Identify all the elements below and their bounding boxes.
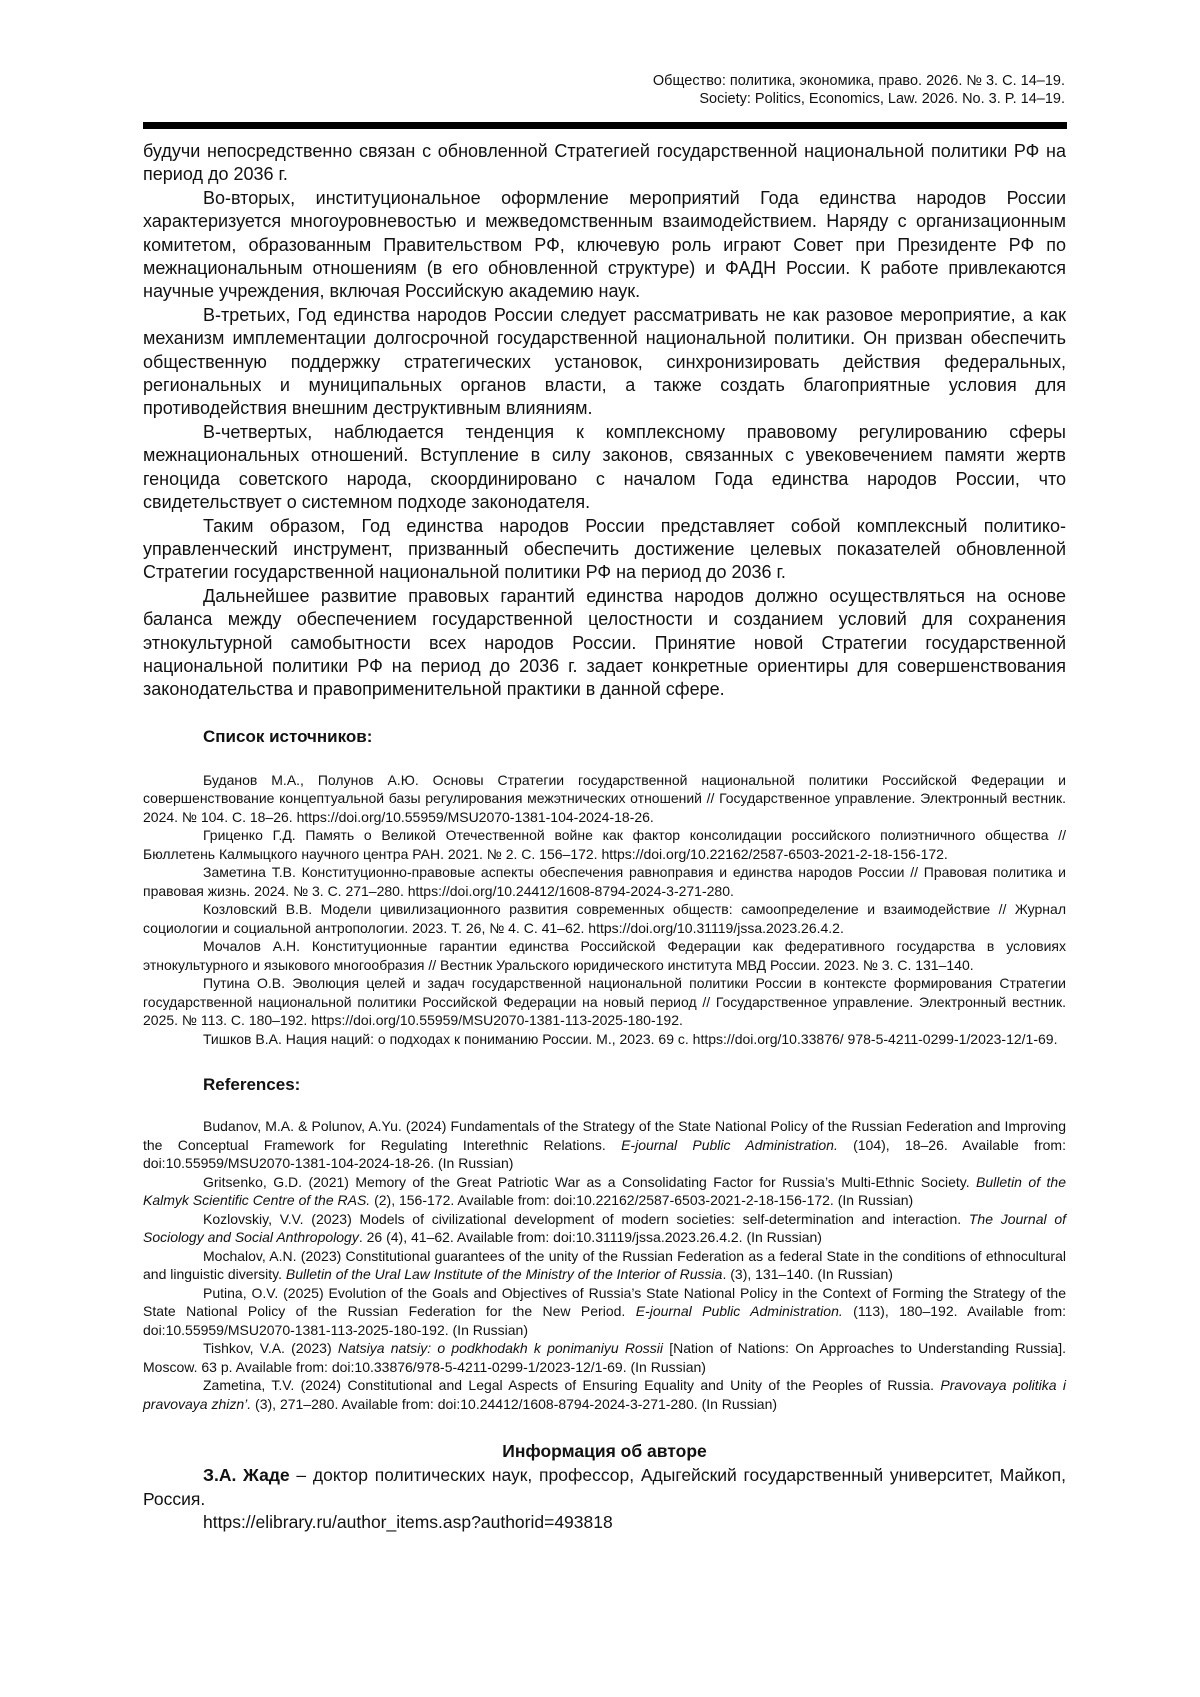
header-line-ru: Общество: политика, экономика, право. 2026. № 3. С. 14–19. [652, 73, 1065, 89]
body-paragraph: Во-вторых, институциональное оформление мероприятий Года единства народов России характеризуется многоуровневостью и межведомственным взаимодействием. Наряду с организационным комитетом, образованным Правительством РФ, ключевую роль играют Совет при Президенте РФ по межнациональным отношениям (в его обновленной структуре) и ФАДН России. К работе привлекаются научные учреждения, включая Российскую академию наук. [143, 187, 1066, 302]
reference-item: Budanov, M.A. & Polunov, A.Yu. (2024) Fundamentals of the Strategy of the State National Policy of the Russian Federation and Improving the Conceptual Framework for Regulating Interethnic Relations. E-journal Public Administration. (104), 18–26. Available from: doi:10.55959/MSU2070-1381-104-2024-18-26. (In Russian) [143, 1118, 1066, 1172]
page-content [143, 140, 1066, 1534]
reference-item: Mochalov, A.N. (2023) Constitutional guarantees of the unity of the Russian Federation as a federal State in the conditions of ethnocultural and linguistic diversity. Bulletin of the Ural Law Institute of the Ministry of the Interior of Russia. (3), 131–140. (In Russian) [143, 1247, 1066, 1283]
body-paragraph: В-третьих, Год единства народов России следует рассматривать не как разовое мероприятие, а как механизм имплементации долгосрочной государственной национальной политики. Он призван обеспечить общественную поддержку стратегических установок, синхронизировать действия федеральных, региональных и муниципальных органов власти, а также создать благоприятные условия для противодействия внешним деструктивным влияниям. [143, 304, 1066, 419]
references-heading: References: [203, 1075, 301, 1095]
author-info-heading: Информация об авторе [502, 1441, 707, 1462]
body-paragraph: В-четвертых, наблюдается тенденция к комплексному правовому регулированию сферы межнациональных отношений. Вступление в силу законов, связанных с увековечением памяти жертв геноцида советского народа, скоординировано с началом Года единства народов России, что свидетельствует о системном подходе законодателя. [143, 421, 1066, 513]
body-paragraph: Таким образом, Год единства народов России представляет собой комплексный политико-управленческий инструмент, призванный обеспечить достижение целевых показателей обновленной Стратегии государственной национальной политики РФ на период до 2036 г. [143, 515, 1066, 583]
author-name: З.А. Жаде [203, 1465, 290, 1486]
author-description: – доктор политических наук, профессор, Адыгейский государственный университет, Майкоп, Россия. [143, 1465, 1066, 1509]
reference-item: Tishkov, V.A. (2023) Natsiya natsiy: o podkhodakh k ponimaniyu Rossii [Nation of Nations: On Approaches to Understanding Russia]. Moscow. 63 p. Available from: doi:10.33876/978-5-4211-0299-1/2023-12/1-69. (In Russian) [143, 1340, 1066, 1375]
reference-item: Zametina, T.V. (2024) Constitutional and Legal Aspects of Ensuring Equality and Unity of the Peoples of Russia. Pravovaya politika i pravovaya zhizn’. (3), 271–280. Available from: doi:10.24412/1608-8794-2024-3-271-280. (In Russian) [143, 1377, 1066, 1412]
author-info [143, 1464, 1066, 1511]
body-paragraph: будучи непосредственно связан с обновленной Стратегией государственной национальной политики РФ на период до 2036 г. [143, 141, 1066, 185]
reference-item: Kozlovskiy, V.V. (2023) Models of civilizational development of modern societies: self-determination and interaction. The Journal of Sociology and Social Anthropology. 26 (4), 41–62. Available from: doi:10.31119/jssa.2023.26.4.2. (In Russian) [143, 1210, 1066, 1246]
running-header [653, 72, 1065, 108]
source-item: Козловский В.В. Модели цивилизационного развития современных обществ: самоопределение и взаимодействие // Журнал социологии и социальной антропологии. 2023. Т. 26, № 4. С. 41–62. https://doi.org/10.31119/jssa.2023.26.4.2. [143, 901, 1066, 936]
sources-list [143, 771, 1066, 1049]
source-item: Путина О.В. Эволюция целей и задач государственной национальной политики России в контексте формирования Стратегии государственной национальной политики Российской Федерации на новый период // Государственное управление. Электронный вестник. 2025. № 113. С. 180–192. https://doi.org/10.55959/MSU2070-1381-113-2025-180-192. [143, 975, 1066, 1029]
source-item: Тишков В.А. Нация наций: о подходах к пониманию России. М., 2023. 69 с. https://doi.org/10.33876/ 978-5-4211-0299-1/2023-12/1-69. [203, 1030, 1058, 1047]
source-item: Гриценко Г.Д. Память о Великой Отечественной войне как фактор консолидации российского полиэтничного общества // Бюллетень Калмыцкого научного центра РАН. 2021. № 2. С. 156–172. https://doi.org/10.22162/2587-6503-2021-2-18-156-172. [143, 827, 1066, 862]
reference-item: Gritsenko, G.D. (2021) Memory of the Great Patriotic War as a Consolidating Factor for Russia’s Multi-Ethnic Society. Bulletin of the Kalmyk Scientific Centre of the RAS. (2), 156-172. Available from: doi:10.22162/2587-6503-2021-2-18-156-172. (In Russian) [143, 1173, 1066, 1209]
reference-item: Putina, O.V. (2025) Evolution of the Goals and Objectives of Russia’s State National Policy in the Context of Forming the Strategy of the State National Policy of the Russian Federation for the New Period. E-journal Public Administration. (113), 180–192. Available from: doi:10.55959/MSU2070-1381-113-2025-180-192. (In Russian) [143, 1284, 1067, 1338]
body-paragraph: Дальнейшее развитие правовых гарантий единства народов должно осуществляться на основе баланса между обеспечением государственной целостности и созданием условий для сохранения этнокультурной самобытности всех народов России. Принятие новой Стратегии государственной национальной политики РФ на период до 2036 г. задает конкретные ориентиры для совершенствования законодательства и правоприменительной практики в данной сфере. [143, 585, 1066, 700]
sources-heading: Список источников: [203, 726, 373, 746]
source-item: Заметина Т.В. Конституционно-правовые аспекты обеспечения равноправия и единства народов России // Правовая политика и правовая жизнь. 2024. № 3. С. 271–280. https://doi.org/10.24412/1608-8794-2024-3-271-280. [143, 864, 1066, 899]
header-rule [143, 122, 1067, 129]
header-line-en: Society: Politics, Economics, Law. 2026. No. 3. P. 14–19. [699, 91, 1065, 107]
author-profile-link[interactable]: https://elibrary.ru/author_items.asp?authorid=493818 [203, 1512, 613, 1533]
source-item: Мочалов А.Н. Конституционные гарантии единства Российской Федерации как федеративного государства в условиях этнокультурного и языкового многообразия // Вестник Уральского юридического института МВД России. 2023. № 3. С. 131–140. [143, 938, 1066, 973]
source-item: Буданов М.А., Полунов А.Ю. Основы Стратегии государственной национальной политики Российской Федерации и совершенствование концептуальной базы регулирования межэтнических отношений // Государственное управление. Электронный вестник. 2024. № 104. С. 18–26. https://doi.org/10.55959/MSU2070-1381-104-2024-18-26. [143, 771, 1066, 825]
references-list [143, 1117, 1066, 1413]
